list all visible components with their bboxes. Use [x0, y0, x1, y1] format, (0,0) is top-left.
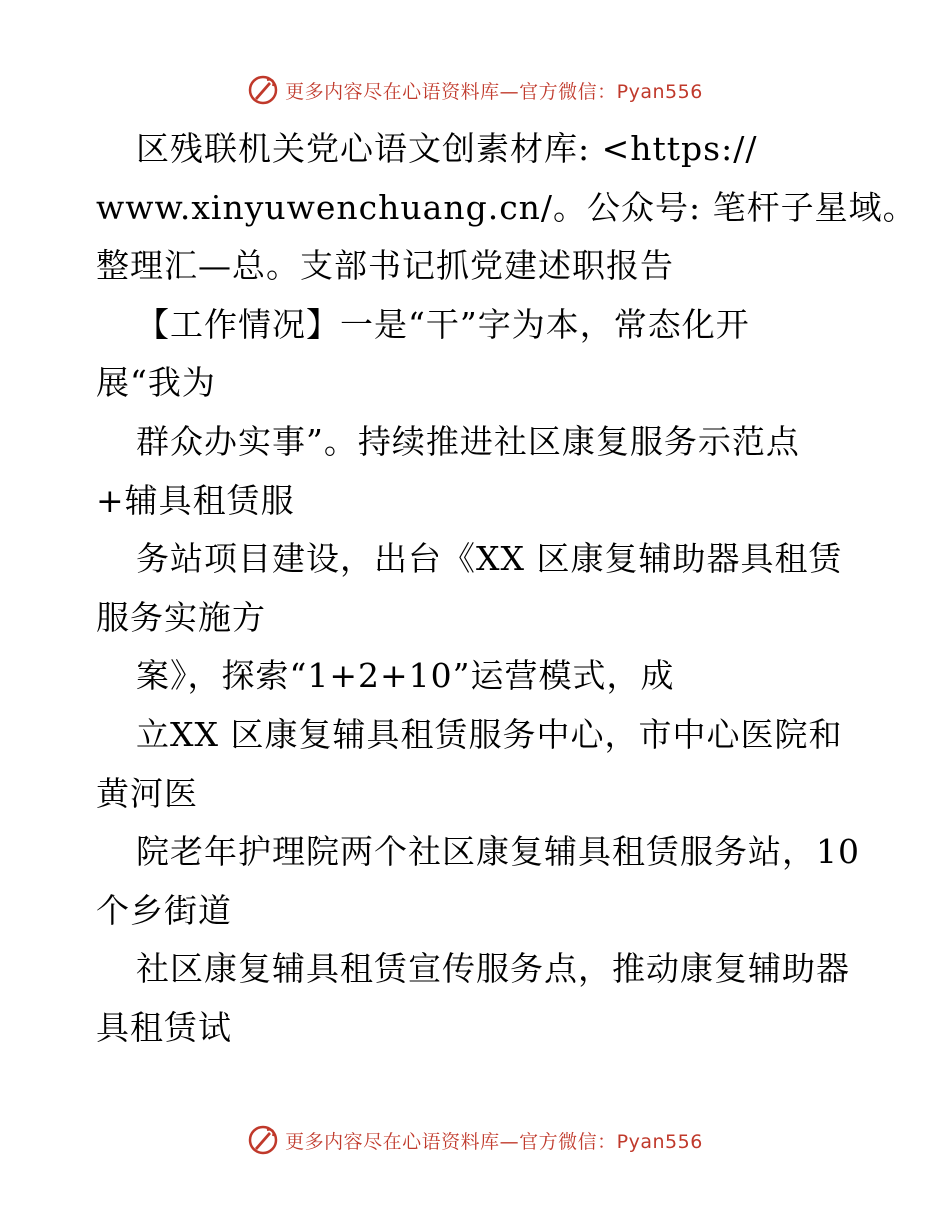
- document-body: [96, 120, 917, 1058]
- text-line: 群众办实事”。持续推进社区康复服务示范点: [136, 421, 800, 461]
- text-line: 案》，探索“1+2+10”运营模式，成: [136, 656, 675, 696]
- quill-logo-icon: [247, 74, 279, 106]
- text-line: 整理汇—总。支部书记抓党建述职报告: [96, 246, 674, 286]
- text-line: 院老年护理院两个社区康复辅具租赁服务站，10: [136, 832, 860, 872]
- text-line: 务站项目建设，出台《XX 区康复辅助器具租赁: [136, 539, 843, 579]
- text-line: 社区康复辅具租赁宣传服务点，推动康复辅助器: [136, 949, 850, 989]
- text-line: 立XX 区康复辅具租赁服务中心，市中心医院和: [136, 714, 843, 754]
- footer-banner: [0, 1120, 950, 1160]
- text-line: 个乡街道: [96, 890, 232, 930]
- text-line: 服务实施方: [96, 597, 266, 637]
- text-line: 区残联机关党心语文创素材库: <https://: [136, 129, 758, 168]
- text-line: 黄河医: [96, 773, 198, 813]
- text-line: 【工作情况】一是“干”字为本，常态化开: [136, 304, 750, 344]
- text-line: www.xinyuwenchuang.cn/。公众号: 笔杆子星域。: [96, 187, 917, 227]
- text-line: 具租赁试: [96, 1007, 232, 1047]
- footer-banner-text: 更多内容尽在心语资料库—官方微信：Pyan556: [285, 1130, 703, 1153]
- text-line: +辅具租赁服: [96, 480, 295, 520]
- text-line: 展“我为: [96, 363, 216, 403]
- header-banner: [0, 70, 950, 110]
- header-banner-text: 更多内容尽在心语资料库—官方微信：Pyan556: [285, 80, 703, 103]
- quill-logo-icon: [247, 1124, 279, 1156]
